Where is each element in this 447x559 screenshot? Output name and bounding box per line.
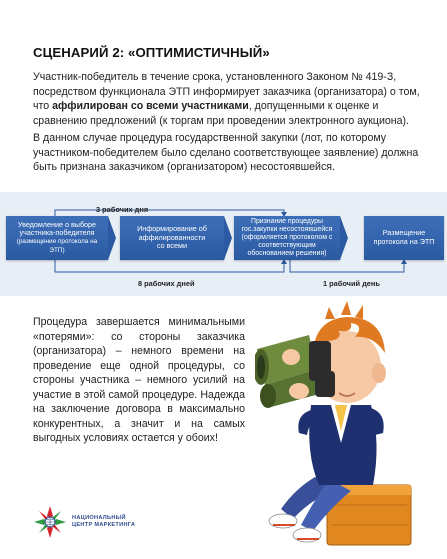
bottom-bracket-8-days [55, 259, 287, 272]
flow-step-affiliation-info [120, 216, 224, 260]
flow-step-recognition-failed [234, 216, 340, 260]
flow-step-3-line2: гос.закупки несостоявшейся [241, 226, 333, 233]
flow-step-1-line2: участника-победителя [19, 228, 95, 238]
torso [298, 405, 383, 485]
logo-text-line1: НАЦИОНАЛЬНЫЙ [72, 515, 126, 521]
flow-step-2-line3: со всеми [157, 241, 187, 251]
paragraph-procedure-failed: В данном случае процедура государственной закупки (лот, по которому участником-победителем было сделано соответствующее заявление) должна быть признана заказчиком (организатором) несостоявшейся. [33, 132, 419, 174]
paragraph-affiliation-part1: Участник-победитель в течение срока, установленного Законом № 419-З, посредством функционала ЭТП информирует заказчика (организатора) о том, что [33, 71, 420, 113]
flow-step-3-line3: (оформляется протоколом с [241, 234, 333, 241]
flow-step-3-line1: Признание процедуры [251, 218, 323, 225]
logo-text-line2: ЦЕНТР МАРКЕТИНГА [72, 521, 136, 528]
boy-with-binoculars-illustration [255, 293, 447, 559]
flow-arrow-2-icon [224, 216, 232, 260]
flow-step-3-line4: соответствующим [258, 242, 316, 249]
flow-step-1-line1: Уведомление о выборе [17, 219, 97, 229]
scenario-title: СЦЕНАРИЙ 2: «ОПТИМИСТИЧНЫЙ» [33, 45, 270, 60]
flow-step-2-line2: аффилированности [138, 232, 206, 242]
bottom-bracket-1-day [290, 259, 407, 272]
span-label-8-days: 8 рабочих дней [138, 279, 195, 288]
logo-text [72, 515, 135, 529]
span-label-1-day: 1 рабочий день [323, 279, 380, 288]
paragraph-conclusion: Процедура завершается минимальными «потерями»: со стороны заказчика (организатора) – немного времени на проведение еще одной процедуры, со стороны участника – немного усилий на участие в этой самой процедуре. Надежда на заключение договора в максимально конкурентных, а значит и на самых выгодных условиях остается у обоих! [33, 316, 245, 444]
flow-step-4-line2: протокола на ЭТП [373, 237, 435, 246]
flow-arrow-1-icon [108, 216, 116, 260]
logo-star-icon [34, 506, 66, 538]
flow-arrow-3-icon [340, 216, 348, 260]
flow-step-notification [6, 216, 108, 260]
flow-step-publish-protocol [364, 216, 444, 260]
flow-step-3-line5: обоснованием решения) [247, 250, 327, 257]
flow-step-1-line3: (размещение протокола на ЭТП) [16, 238, 98, 254]
span-label-3-days: 3 рабочих дня [96, 205, 149, 214]
paragraph-affiliation-bold: аффилирован со всеми участниками [52, 100, 249, 113]
flow-step-2-line1: Информирование об [137, 224, 207, 234]
flow-step-4-line1: Размещение [382, 228, 426, 238]
paragraph-affiliation-part2: , допущенными к оценке и сравнению предложений (к торгам при проведении электронного аукциона). [33, 100, 409, 127]
